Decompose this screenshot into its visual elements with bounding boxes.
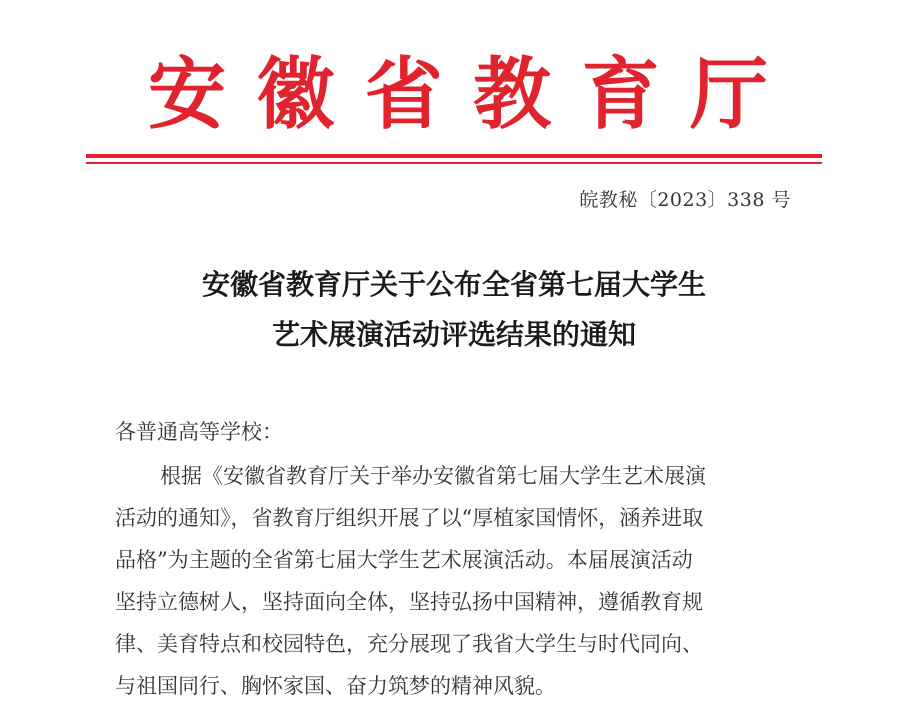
body-paragraph-line: 与祖国同行、胸怀家国、奋力筑梦的精神风貌。 (115, 674, 556, 698)
document-title-line-2: 艺术展演活动评选结果的通知 (271, 318, 636, 351)
body-paragraph-line: 根据《安徽省教育厅关于举办安徽省第七届大学生艺术展演 (160, 464, 706, 488)
letterhead-char: 育 (581, 49, 660, 140)
body-paragraph-line: 品格”为主题的全省第七届大学生艺术展演活动。本届展演活动 (115, 548, 693, 572)
document-title-line-1: 安徽省教育厅关于公布全省第七届大学生 (201, 268, 706, 301)
letterhead-char: 厅 (689, 49, 768, 140)
salutation: 各普通高等学校： (115, 420, 283, 444)
letterhead-char: 教 (473, 49, 552, 140)
letterhead-divider-thick (86, 154, 822, 158)
body-paragraph-line: 律、美育特点和校园特色，充分展现了我省大学生与时代同向、 (115, 632, 703, 656)
letterhead-char: 安 (148, 49, 227, 140)
letterhead-char: 省 (364, 49, 443, 140)
letterhead-char: 徽 (256, 49, 335, 140)
body-paragraph-line: 活动的通知》，省教育厅组织开展了以“厚植家国情怀，涵养进取 (115, 506, 704, 530)
body-paragraph-line: 坚持立德树人，坚持面向全体，坚持弘扬中国精神，遵循教育规 (115, 590, 703, 614)
letterhead-title (148, 50, 768, 140)
letterhead-divider-thin (86, 162, 822, 164)
document-number: 皖教秘〔2023〕338 号 (579, 189, 791, 211)
